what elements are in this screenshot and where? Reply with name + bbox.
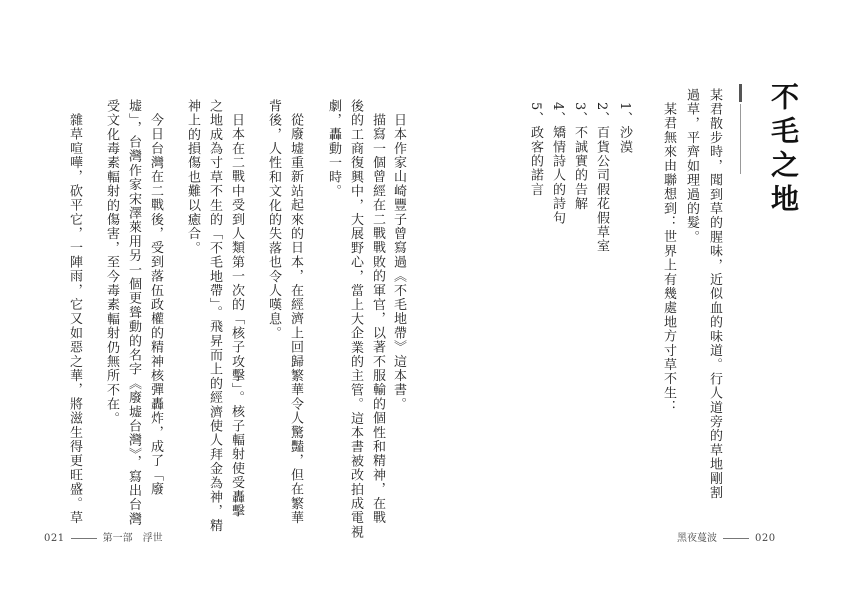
running-title: 第一部 浮世 — [102, 533, 163, 544]
left-text-column: 之地成為寸草不生的「不毛地帶」。飛昇而上的經濟使人拜金為神，精 — [207, 99, 222, 533]
left-text-column: 背後，人性和文化的失落也令人嘆息。 — [266, 99, 281, 341]
left-text-column: 後的工商復興中，大展野心，當上大企業的主管。這本書被改拍成電視 — [348, 99, 363, 540]
right-list-item: 2、百貨公司假花假草室 — [594, 102, 609, 254]
running-title: 黑夜蔓波 — [677, 533, 717, 544]
page-number: 020 — [755, 533, 776, 544]
page-number: 021 — [44, 533, 65, 544]
left-text-column: 日本在二戰中受到人類第一次的「核子攻擊」。核子輻射使受轟擊 — [229, 113, 244, 519]
left-text-column: 劇，轟動一時。 — [326, 99, 341, 199]
right-text-column: 過草，平齊如理過的髮。 — [684, 88, 699, 245]
footer-rule — [723, 538, 749, 539]
left-footer — [44, 529, 163, 544]
right-list-item: 1、沙漠 — [617, 102, 632, 155]
left-text-column: 日本作家山崎豐子曾寫過《不毛地帶》這本書。 — [391, 113, 406, 412]
right-list-item: 5、政客的諾言 — [528, 102, 543, 197]
chapter-marker-bar — [739, 84, 742, 102]
right-footer — [677, 529, 776, 544]
left-text-column: 雜草喧嘩，砍平它，一陣雨，它又如惡之華，將滋生得更旺盛。草 — [67, 113, 82, 525]
footer-rule — [71, 538, 97, 539]
right-text-column: 某君無來由聯想到：世界上有幾處地方寸草不生： — [661, 102, 676, 415]
left-text-column: 描寫一個曾經在二戰戰敗的軍官，以著不服輸的個性和精神，在戰 — [370, 113, 385, 525]
left-text-column: 墟」，台灣作家宋澤萊用另一個更聳動的名字《廢墟台灣》，寫出台灣 — [126, 99, 141, 527]
right-list-item: 3、不誠實的告解 — [572, 102, 587, 211]
chapter-marker-line — [740, 104, 741, 174]
left-text-column: 從廢墟重新站起來的日本，在經濟上回歸繁華令人驚豔，但在繁華 — [288, 113, 303, 525]
left-text-column: 今日台灣在二戰後，受到落伍政權的精神核彈轟炸，成了「廢 — [148, 113, 163, 497]
chapter-title: 不毛之地 — [767, 82, 800, 218]
right-text-column: 某君散步時，聞到草的腥味，近似血的味道。行人道旁的草地剛割 — [707, 88, 722, 500]
right-list-item: 4、矯情詩人的詩句 — [550, 102, 565, 226]
left-text-column: 受文化毒素輻射的傷害，至今毒素輻射仍無所不在。 — [104, 99, 119, 426]
left-text-column: 神上的損傷也難以癒合。 — [185, 99, 200, 256]
